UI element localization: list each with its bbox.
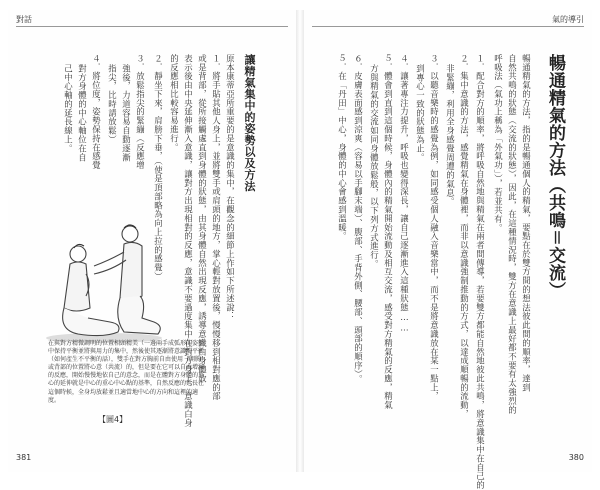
left-page (8, 10, 296, 472)
meditation-figure-illustration (44, 200, 164, 345)
left-body-line-12: 己中心軸的延長線上。 (63, 64, 74, 153)
right-body-line-5: ２．集中意識的方法，感覺精氣在身體裡，而非以意識強制推動的方式，以達成順暢的流動， (459, 54, 470, 419)
left-header-rule (16, 26, 288, 27)
figure-label: 【圖4】 (98, 415, 128, 424)
right-body-line-12: ６．皮膚表面感到涼爽（容易以手腳末端）、腹部、手背外側、腰部、頭部的順序）。 (353, 54, 364, 384)
section-heading: 讓精氣集中的姿勢以及方法 (243, 54, 256, 192)
left-body-line-2: １．將手貼其他人身上，並將雙手或肩頭的地方，掌心輕對放置後，慢慢移到相對應的部 (211, 54, 222, 401)
right-body-line-3: 呼吸法（氣功上稱為「外氣功」），若並共有。 (493, 54, 504, 233)
left-body-line-10: ４．將位度，姿勢保持在感覺 (91, 54, 102, 170)
right-body-line-13: ５．在「丹田」中心，身體的中心會感到溫暖。 (337, 54, 348, 241)
left-body-line-7: ３．放鬆指尖的緊繃（反應增 (135, 54, 146, 170)
right-body-line-6: 非緊繃，利用全身感覺周遭的氣息。 (445, 64, 456, 207)
book-gutter (296, 10, 304, 472)
left-body-line-11: 對方身體的中心軸位在自 (77, 64, 88, 162)
right-body-line-9: ４．讓著專注力提升，呼吸也變得深長，讓自己逐漸進入這種狀態…… (399, 54, 410, 333)
right-header-rule (312, 26, 584, 27)
right-body-line-1: 暢通精氣的方法，指的是暢通個人的精氣，要點在於雙方間的想法彼此間的順率，達到 (521, 54, 532, 392)
right-running-head: 氣的導引 (552, 15, 584, 24)
left-body-line-1: 原本康蒂亞所重要的是意識的集中，在觀念的細節上作如下所述說： (225, 54, 236, 321)
left-body-line-8: 強後，力道容易自動逐漸 (121, 64, 132, 162)
right-body-line-8: 到專心一致的狀態為止。 (415, 64, 426, 162)
chapter-title: 暢通精氣的方法（共鳴＝交流） (545, 54, 565, 299)
left-body-line-9: 指尖，比時請放鬆） (107, 64, 118, 145)
right-body-line-7: ３．以聽音樂時的感覺為例，如同感受個人融入音樂當中，而不是將意識放在某一點上， (429, 54, 440, 401)
left-body-line-4: 表示後由中央延伸漸入意識，讓對方出現相對的反應，意識不要過度集中在對方身上，意識白身 (183, 54, 194, 428)
right-body-line-4: １．配合對方的順率，將呼吸自然地與精氣在兩者間傳導，若要雙方都能自然地彼此共鳴，將意識集中在自己的 (475, 54, 486, 490)
right-body-line-11: 方與精氣的交流如同身體放鬆般，以下列方式進行。 (369, 64, 380, 269)
right-page (304, 10, 592, 490)
figure-caption: 在與對方精微調明的位置相頭精美（一邊兩手成弧形的姿勢中保持平衡並將與用力的集中，然後使其逐漸將意識的平衡（如何產生不平衡的話），雙手在對方胸前自由使用（開胸）或背部的位置將心意（共流）的，但是要在它可以自由增減的反應，開始慢慢地依自己的意念，而是在體對方身體的重心的延伸就是中心的重心中心點的基準，自然反應的延長在這個時候，全身均放鬆並且適當地中心的方向和這裡的適度。 (48, 340, 205, 404)
right-body-line-2: 自然共鳴的狀態（交流的狀態），因此，在這種情況時，雙方在意識上最好都不要有太強烈的 (507, 54, 518, 415)
kneeling-person-back (94, 225, 160, 334)
left-body-line-3: 或是背部，從所接觸處直到身體的狀態，由其身體自然出現反應，誘導意識白身體放 (197, 54, 208, 383)
left-page-number: 381 (16, 453, 32, 462)
seated-person-front (63, 244, 119, 335)
right-page-number: 380 (568, 453, 584, 462)
left-body-line-5: 的反應相比較容易進行。 (169, 54, 180, 152)
left-running-head: 對話 (16, 15, 32, 24)
left-body-line-6: ２．靜坐下來，肩膀下垂，（使是頂部略為向上拉的感覺） (153, 54, 164, 281)
right-body-line-10: ５．體會到直到這個時候，身體內的精氣開始流動及相互交流，感受對方精氣的反應，精氣 (383, 54, 394, 410)
